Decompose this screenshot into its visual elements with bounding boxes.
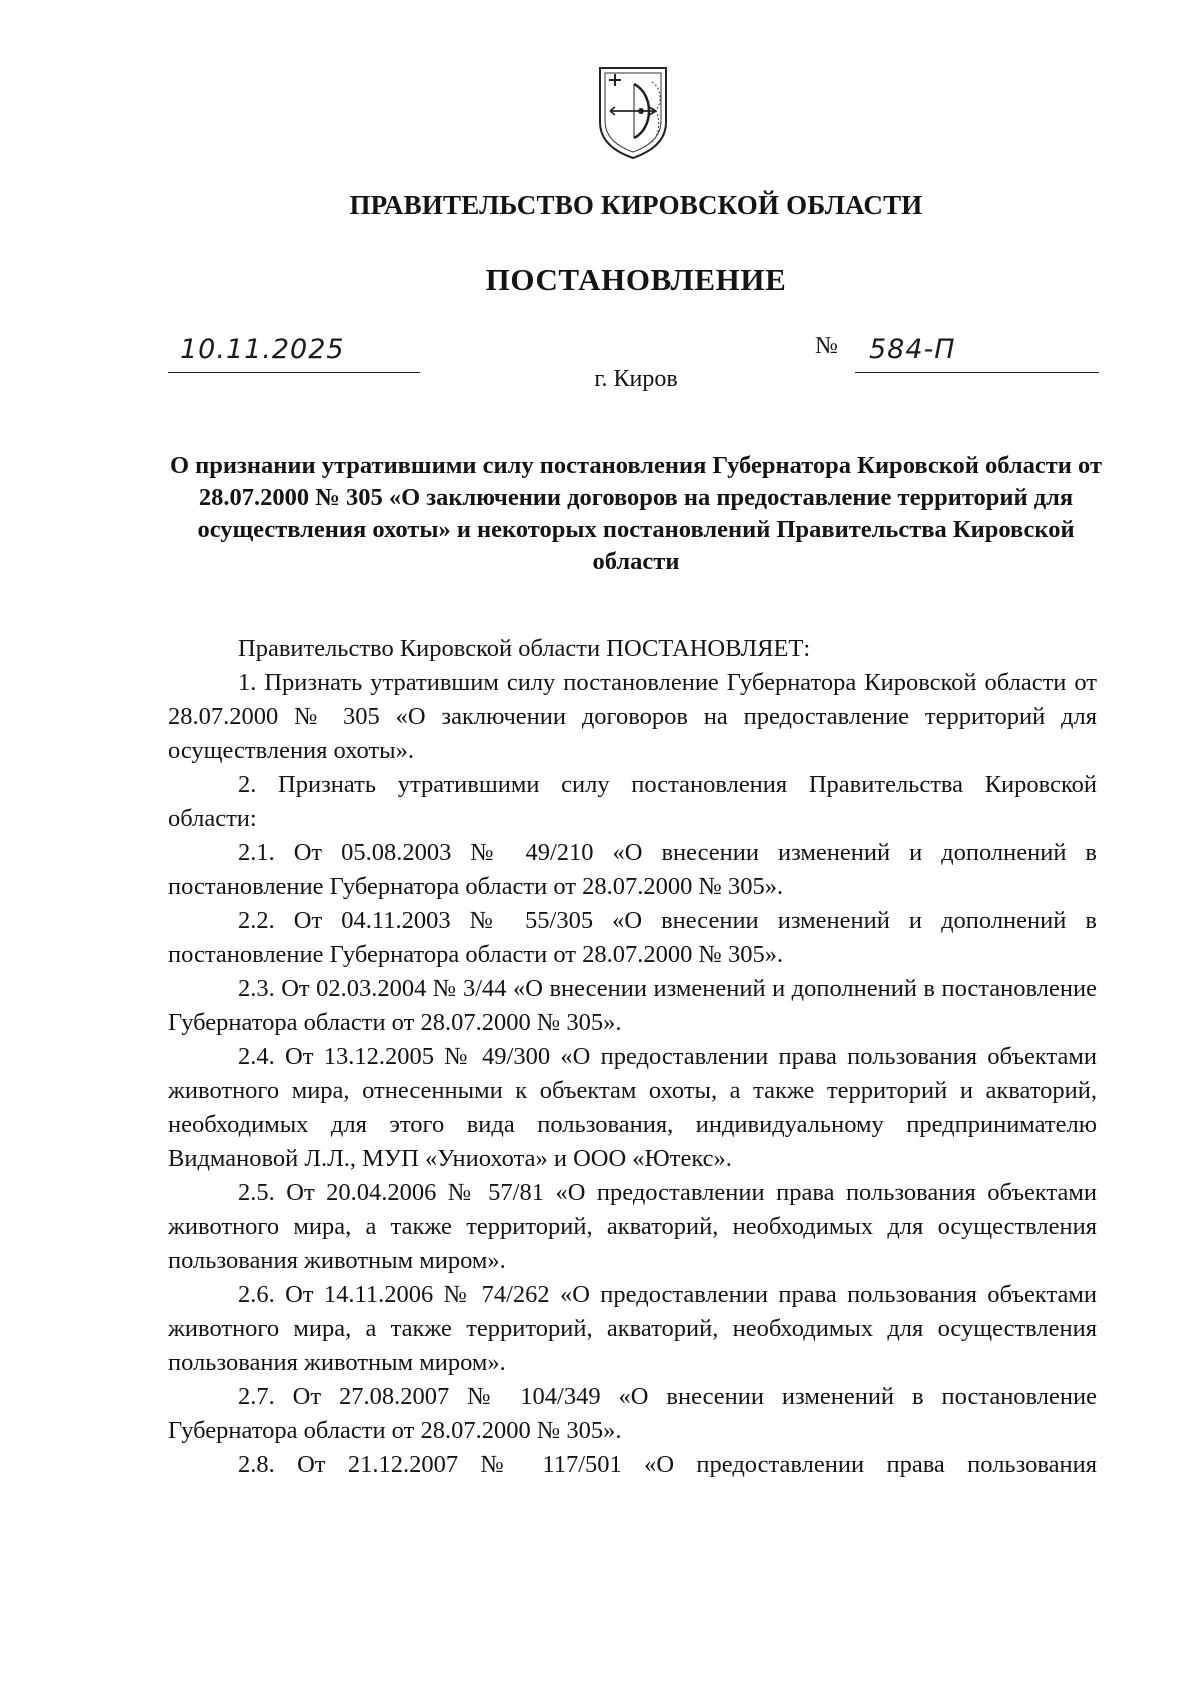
paragraph-2-8: 2.8. От 21.12.2007 № 117/501 «О предоставлении права пользования [238,1451,1097,1478]
document-type: ПОСТАНОВЛЕНИЕ [485,262,787,297]
paragraph-2-5: 2.5. От 20.04.2006 № 57/81 «О предоставлении права пользования объектами животного мира, а также территорий, акваторий, необходимых для осуществления пользования животным миром». [168,1179,1097,1274]
document-title: О признании утратившими силу постановления Губернатора Кировской области от 28.07.2000 № 305 «О заключении договоров на предоставление территорий для осуществления охоты» и некоторых постановлений Правительства Кировской области [169,452,1103,575]
paragraph-2-1: 2.1. От 05.08.2003 № 49/210 «О внесении изменений и дополнений в постановление Губернатора области от 28.07.2000 № 305». [168,839,1097,900]
paragraph-2-4: 2.4. От 13.12.2005 № 49/300 «О предоставлении права пользования объектами животного мира, отнесенными к объектам охоты, а также территорий и акваторий, необходимых для этого вида пользования, индивидуальному предпринимателю Видмановой Л.Л., МУП «Униохота» и ООО «Ютекс». [168,1043,1097,1172]
document-body [168,632,1097,1482]
paragraph-2-2: 2.2. От 04.11.2003 № 55/305 «О внесении изменений и дополнений в постановление Губернатора области от 28.07.2000 № 305». [168,907,1097,968]
paragraph-2-6: 2.6. От 14.11.2006 № 74/262 «О предоставлении права пользования объектами животного мира, а также территорий, акваторий, необходимых для осуществления пользования животным миром». [168,1281,1097,1376]
city-line: г. Киров [594,366,678,392]
handwritten-number: 584-П [869,334,956,365]
number-sign: № [815,333,838,359]
preamble: Правительство Кировской области ПОСТАНОВЛЯЕТ: [238,635,811,662]
coat-of-arms-emblem [596,64,670,160]
paragraph-1: 1. Признать утратившим силу постановление Губернатора Кировской области от 28.07.2000 № 305 «О заключении договоров на предоставление территорий для осуществления охоты». [168,669,1097,764]
handwritten-date: 10.11.2025 [180,334,345,365]
paragraph-2-3: 2.3. От 02.03.2004 № 3/44 «О внесении изменений и дополнений в постановление Губернатора области от 28.07.2000 № 305». [168,975,1097,1036]
issuing-authority: ПРАВИТЕЛЬСТВО КИРОВСКОЙ ОБЛАСТИ [349,190,923,220]
paragraph-2-7: 2.7. От 27.08.2007 № 104/349 «О внесении изменений в постановление Губернатора области от 28.07.2000 № 305». [168,1383,1097,1444]
paragraph-2: 2. Признать утратившими силу постановления Правительства Кировской области: [168,771,1097,832]
